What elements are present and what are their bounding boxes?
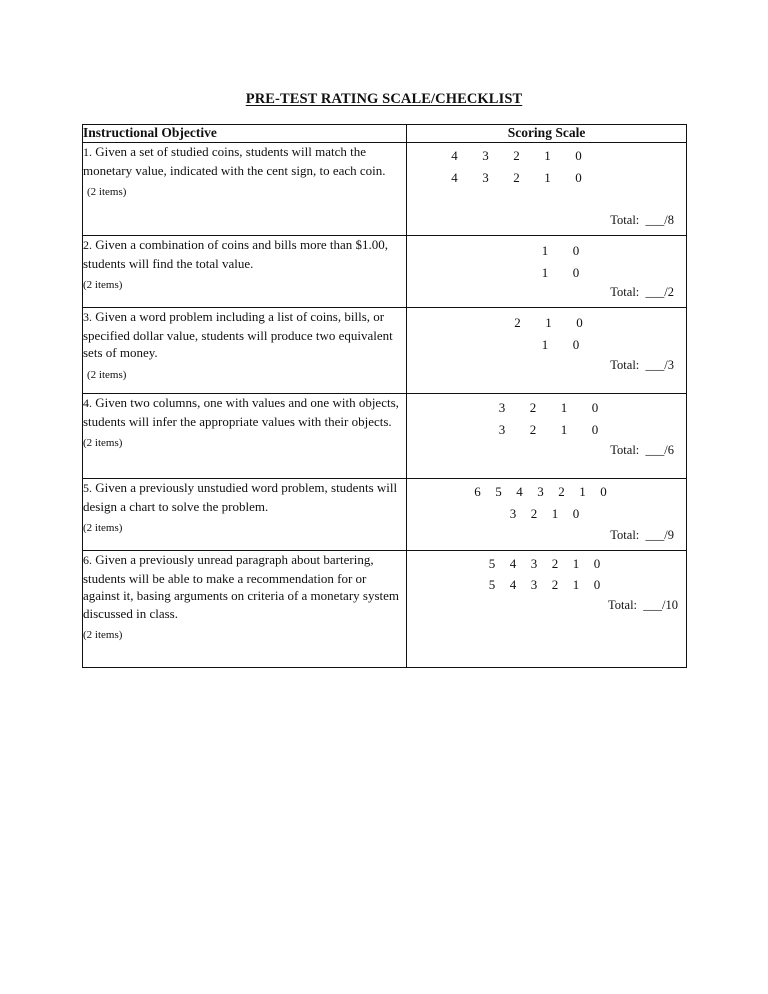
item-count: (2 items) — [87, 186, 127, 199]
objective-cell — [83, 551, 407, 668]
score-options: 5 4 3 2 1 0 — [488, 577, 601, 592]
scoring-cell — [407, 394, 687, 479]
scoring-cell — [407, 308, 687, 394]
scoring-column-header: Scoring Scale — [407, 125, 687, 143]
objective-cell — [83, 308, 407, 394]
objective-number: 2. — [83, 238, 92, 252]
objective-text: Given two columns, one with values and one with objects, students will infer the appropriate values with their objects. — [83, 395, 399, 429]
table-row — [83, 479, 687, 551]
objective-cell — [83, 236, 407, 308]
item-count: (2 items) — [83, 437, 123, 450]
score-options: 3 2 1 0 — [498, 422, 599, 437]
objective-cell — [83, 143, 407, 236]
score-options: 1 0 — [541, 265, 580, 280]
objective-text: Given a previously unread paragraph about bartering, students will be able to make a recommendation for or against it, basing arguments on criteria of a monetary system discussed in class. — [83, 552, 400, 621]
total-field: Total: ___/3 — [610, 358, 674, 372]
table-row — [83, 551, 687, 668]
objective-number: 5. — [83, 481, 92, 495]
score-options: 5 4 3 2 1 0 — [488, 556, 601, 571]
score-options: 6 5 4 3 2 1 0 — [474, 484, 607, 499]
total-field: Total: ___/8 — [610, 213, 674, 227]
total-field: Total: ___/6 — [610, 443, 674, 457]
table-row — [83, 236, 687, 308]
table-row — [83, 308, 687, 394]
score-options: 2 1 0 — [514, 315, 583, 330]
score-options: 1 0 — [541, 337, 580, 352]
objective-number: 3. — [83, 310, 92, 324]
objective-number: 1. — [83, 145, 92, 159]
item-count: (2 items) — [83, 522, 123, 535]
item-count: (2 items) — [87, 368, 127, 381]
score-options: 4 3 2 1 0 — [451, 170, 582, 185]
total-field: Total: ___/9 — [610, 528, 674, 542]
scoring-cell — [407, 479, 687, 551]
page-title: PRE-TEST RATING SCALE/CHECKLIST — [245, 91, 523, 107]
total-field: Total: ___/10 — [608, 598, 678, 612]
objective-cell — [83, 479, 407, 551]
rating-scale-table — [82, 124, 687, 668]
item-count: (2 items) — [83, 279, 123, 292]
objective-text: Given a combination of coins and bills more than $1.00, students will find the total value. — [83, 237, 389, 271]
objective-text: Given a word problem including a list of coins, bills, or specified dollar value, students will produce two equivalent sets of money. — [83, 309, 393, 361]
score-options: 3 2 1 0 — [509, 506, 580, 521]
table-row — [83, 394, 687, 479]
objective-number: 4. — [83, 396, 92, 410]
objective-column-header: Instructional Objective — [83, 125, 407, 143]
scoring-cell — [407, 236, 687, 308]
score-options: 1 0 — [541, 243, 580, 258]
objective-number: 6. — [83, 553, 92, 567]
item-count: (2 items) — [83, 629, 123, 642]
scoring-cell — [407, 143, 687, 236]
scoring-cell — [407, 551, 687, 668]
objective-text: Given a previously unstudied word problem, students will design a chart to solve the problem. — [83, 480, 398, 514]
table-header-row — [83, 125, 687, 143]
score-options: 4 3 2 1 0 — [451, 148, 582, 163]
objective-cell — [83, 394, 407, 479]
total-field: Total: ___/2 — [610, 285, 674, 299]
score-options: 3 2 1 0 — [498, 400, 599, 415]
table-row — [83, 143, 687, 236]
objective-text: Given a set of studied coins, students will match the monetary value, indicated with the cent sign, to each coin. — [83, 144, 386, 178]
